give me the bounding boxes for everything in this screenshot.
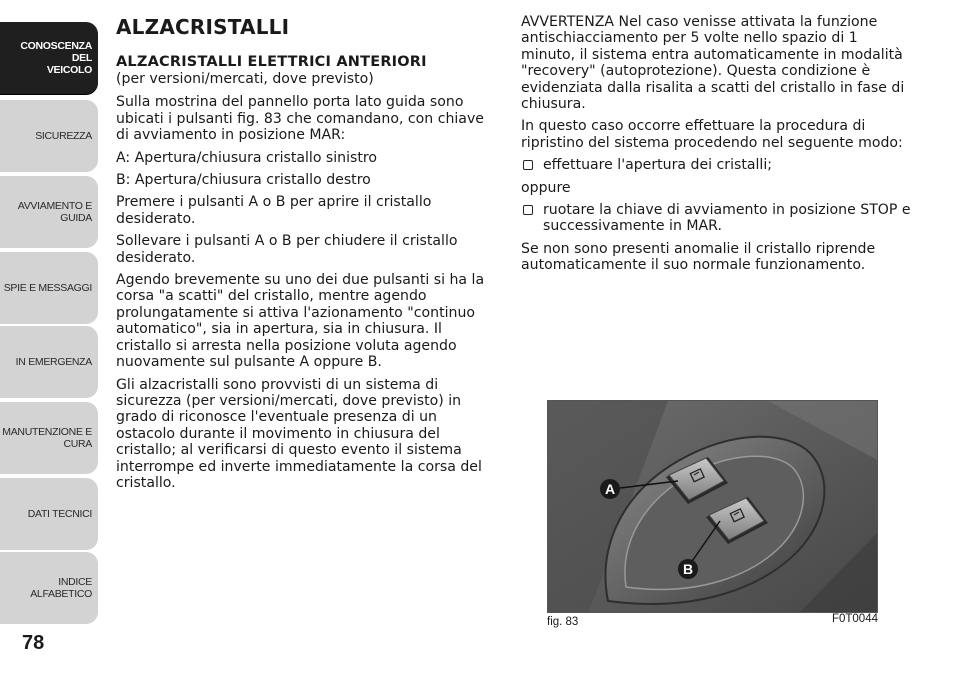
- bullet-text: effettuare l'apertura dei cristalli;: [543, 157, 772, 174]
- callout-a-label: A: [604, 481, 616, 497]
- tab-label: INDICE ALFABETICO: [30, 576, 92, 600]
- left-column: [116, 14, 500, 497]
- section-subtitle: (per versioni/mercati, dove previsto): [116, 71, 374, 87]
- figure-83: [547, 400, 878, 628]
- procedure-intro: In questo caso occorre effettuare la procedura di ripristino del sistema procedendo nel seguente modo:: [521, 118, 903, 151]
- tab-spie-e-messaggi[interactable]: [0, 252, 98, 324]
- tab-avviamento-e-guida[interactable]: [0, 176, 98, 248]
- closing-paragraph: Se non sono presenti anomalie il cristallo riprende automaticamente il suo normale funzionamento.: [521, 240, 876, 274]
- bullet-item: [521, 202, 913, 235]
- tab-label: CONOSCENZA DEL VEICOLO: [20, 40, 92, 76]
- tab-label: SPIE E MESSAGGI: [3, 282, 92, 294]
- checkbox-bullet-icon: [523, 160, 533, 170]
- callout-b-label: B: [682, 561, 694, 577]
- page-number: 78: [22, 632, 45, 654]
- paragraph: Sollevare i pulsanti A o B per chiudere il cristallo desiderato.: [116, 233, 458, 266]
- paragraph: A: Apertura/chiusura cristallo sinistro: [116, 149, 378, 166]
- bullet-item: [521, 157, 913, 173]
- tab-conoscenza-del-veicolo[interactable]: [0, 22, 98, 94]
- tab-label: MANUTENZIONE E CURA: [2, 426, 92, 450]
- window-switch-photo: [547, 400, 878, 613]
- tab-dati-tecnici[interactable]: [0, 478, 98, 550]
- tab-manutenzione-e-cura[interactable]: [0, 402, 98, 474]
- paragraph: Agendo brevemente su uno dei due pulsanti si ha la corsa "a scatti" del cristallo, mentre agendo prolungatamente si attiva l'azionamento "continuo automatico", sia in apertura, sia in chiusura. Il cristallo si arresta nella posizione voluta agendo nuovamente sul pulsante A oppure B.: [116, 272, 485, 371]
- tab-label: IN EMERGENZA: [15, 356, 92, 368]
- paragraph: Sulla mostrina del pannello porta lato guida sono ubicati i pulsanti fig. 83 che comandano, con chiave di avviamento in posizione MAR:: [116, 94, 484, 144]
- page-title: ALZACRISTALLI: [116, 15, 290, 39]
- tab-sicurezza[interactable]: [0, 100, 98, 172]
- section-title: ALZACRISTALLI ELETTRICI ANTERIORI: [116, 54, 427, 70]
- paragraph: Gli alzacristalli sono provvisti di un sistema di sicurezza (per versioni/mercati, dove previsto) in grado di riconosce l'eventuale presenza di un ostacolo durante il movimento in chiusura del cristallo; al verificarsi di questo evento il sistema interrompe ed inverte immediatamente la corsa del cristallo.: [116, 376, 482, 491]
- figure-code: F0T0044: [831, 613, 878, 625]
- tab-indice-alfabetico[interactable]: [0, 552, 98, 624]
- figure-caption: fig. 83: [547, 616, 579, 628]
- right-column: [521, 14, 913, 280]
- tab-label: DATI TECNICI: [27, 508, 92, 520]
- tab-label: SICUREZZA: [35, 130, 92, 142]
- warning-paragraph: AVVERTENZA Nel caso venisse attivata la funzione antischiacciamento per 5 volte nello spazio di 1 minuto, il sistema entra automaticamente in modalità "recovery" (autoprotezione). Questa condizione è evidenziata dalla risalita a scatti del cristallo in fase di chiusura.: [521, 14, 905, 113]
- or-text: oppure: [521, 179, 571, 196]
- tab-in-emergenza[interactable]: [0, 326, 98, 398]
- paragraph: B: Apertura/chiusura cristallo destro: [116, 172, 371, 189]
- bullet-text: ruotare la chiave di avviamento in posizione STOP e successivamente in MAR.: [543, 202, 911, 235]
- window-switch-illustration: [548, 401, 878, 613]
- checkbox-bullet-icon: [523, 205, 533, 215]
- paragraph: Premere i pulsanti A o B per aprire il cristallo desiderato.: [116, 194, 432, 227]
- tab-label: AVVIAMENTO E GUIDA: [17, 200, 92, 224]
